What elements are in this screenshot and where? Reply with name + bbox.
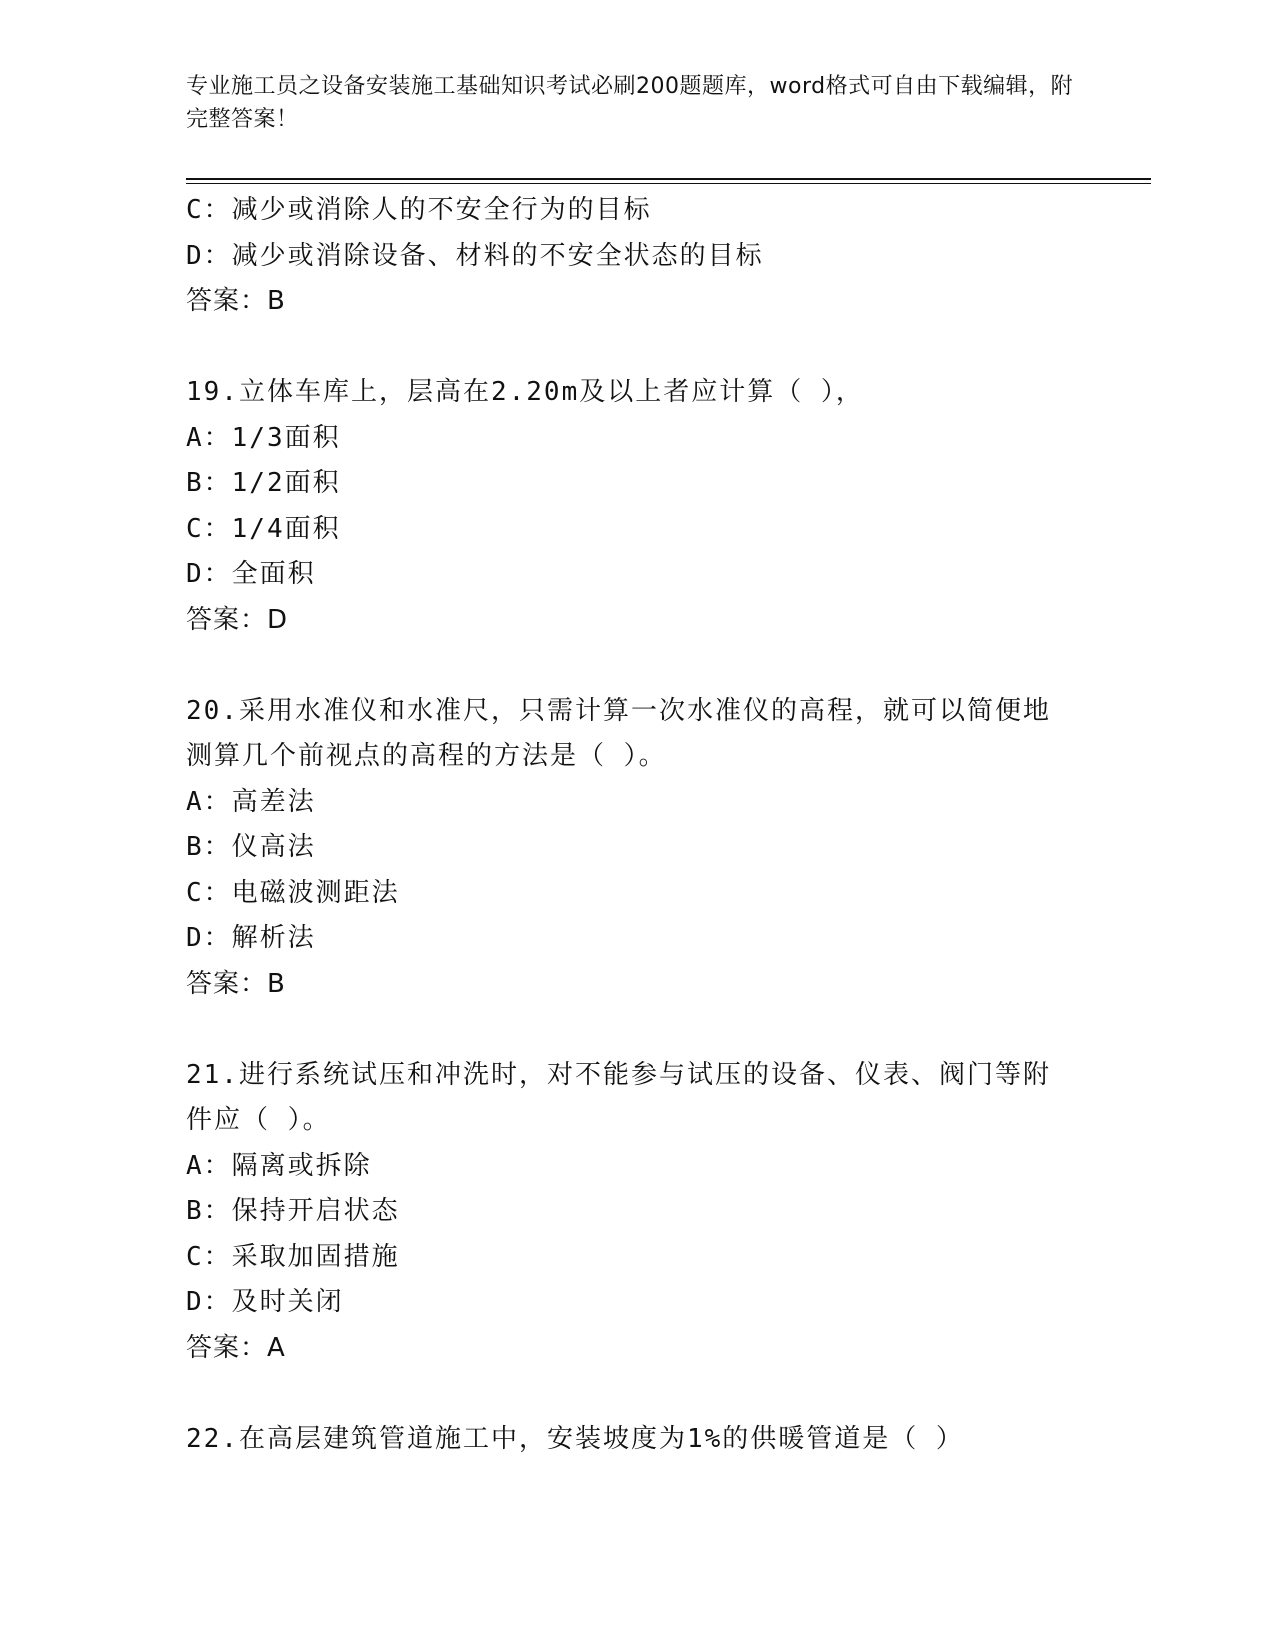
option-d: D：全面积 [186, 559, 316, 589]
question-text: 22.在高层建筑管道施工中，安装坡度为1%的供暖管道是（ ） [186, 1423, 964, 1454]
question-text-line-1: 20.采用水准仪和水准尺，只需计算一次水准仪的高程，就可以简便地 [186, 695, 1051, 726]
option-c: C：减少或消除人的不安全行为的目标 [186, 195, 652, 225]
answer-label: 答案：B [186, 968, 286, 999]
option-d: D：解析法 [186, 923, 316, 953]
option-d: D：及时关闭 [186, 1287, 344, 1317]
option-a: A：隔离或拆除 [186, 1150, 372, 1181]
question-text-line-1: 21.进行系统试压和冲洗时，对不能参与试压的设备、仪表、阀门等附 [186, 1059, 1051, 1090]
answer-label: 答案：B [186, 286, 286, 316]
question-block-20 [186, 689, 1086, 1008]
option-c: C：采取加固措施 [186, 1241, 400, 1272]
option-b: B：保持开启状态 [186, 1196, 400, 1226]
option-d: D：减少或消除设备、材料的不安全状态的目标 [186, 240, 764, 271]
document-header [186, 70, 1086, 136]
answer-label: 答案：A [186, 1332, 286, 1363]
question-text: 19.立体车库上，层高在2.20m及以上者应计算（ ）， [186, 377, 864, 407]
question-block-21 [186, 1053, 1086, 1372]
option-c: C：1/4面积 [186, 513, 341, 544]
question-text-line-2: 件应（ ）。 [186, 1105, 331, 1135]
question-list [186, 188, 1086, 1462]
option-b: B：1/2面积 [186, 468, 341, 498]
question-text-line-2: 测算几个前视点的高程的方法是（ ）。 [186, 741, 667, 771]
question-block-18 [186, 188, 1086, 325]
question-block-19 [186, 370, 1086, 643]
question-block-22 [186, 1417, 1086, 1463]
header-rule-thin [186, 183, 1151, 184]
option-a: A：高差法 [186, 786, 316, 817]
option-a: A：1/3面积 [186, 422, 341, 453]
option-c: C：电磁波测距法 [186, 877, 400, 908]
option-b: B：仪高法 [186, 832, 316, 862]
header-title: 专业施工员之设备安装施工基础知识考试必刷200题题库，word格式可自由下载编辑，附完整答案！ [186, 74, 1074, 132]
header-rule-thick [186, 178, 1151, 180]
answer-label: 答案：D [186, 604, 289, 635]
